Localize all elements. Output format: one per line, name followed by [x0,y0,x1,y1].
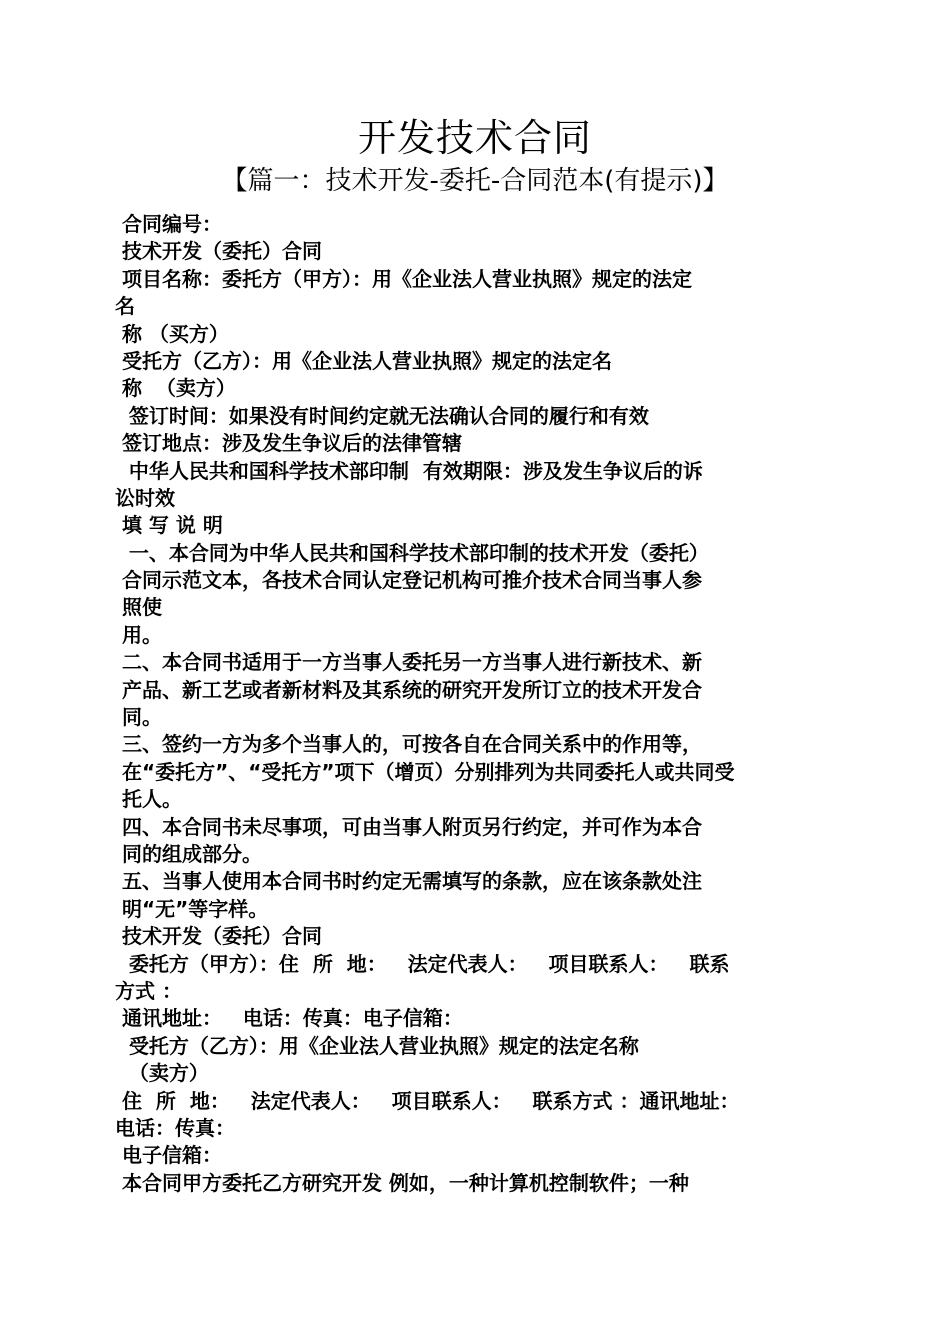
text-line: 本合同甲方委托乙方研究开发 例如，一种计算机控制软件；一种 [115,1170,689,1195]
text-line: 三、签约一方为多个当事人的，可按各自在合同关系中的作用等， [115,732,702,757]
text-line: 技术开发（委托）合同 [115,924,322,949]
document-subtitle: 【篇一：技术开发-委托-合同范本(有提示)】 [221,166,729,196]
text-line: 受托方（乙方）：用《企业法人营业执照》规定的法定名称 [115,1033,639,1058]
text-line: 二、本合同书适用于一方当事人委托另一方当事人进行新技术、新 [115,650,702,675]
text-line: 托人。 [115,787,182,812]
text-line: 签订地点：涉及发生争议后的法律管辖 [115,431,462,456]
text-line: 签订时间：如果没有时间约定就无法确认合同的履行和有效 [115,403,649,428]
text-line: 受托方（乙方）：用《企业法人营业执照》规定的法定名 [115,348,612,373]
text-line: 同的组成部分。 [115,841,262,866]
text-line: 住 所 地： 法定代表人： 项目联系人： 联系方式 ：通讯地址： [115,1088,740,1113]
text-line: 用。 [115,622,162,647]
text-line: 电话：传真： [115,1115,235,1140]
text-line: 称 （卖方） [115,376,236,401]
text-line: 名 [115,294,135,319]
text-line: 四、本合同书未尽事项，可由当事人附页另行约定，并可作为本合 [115,814,702,839]
text-line: 明“无”等字样。 [115,896,269,921]
text-line: 一、本合同为中华人民共和国科学技术部印制的技术开发（委托） [115,540,709,565]
text-line: 技术开发（委托）合同 [115,239,322,264]
text-line: 照使 [115,595,162,620]
text-line: 讼时效 [115,485,175,510]
text-line: 在“委托方”、“受托方”项下（增页）分别排列为共同委托人或共同受 [115,759,735,784]
text-line: 填 写 说 明 [115,513,223,538]
text-line: 中华人民共和国科学技术部印制 有效期限：涉及发生争议后的诉 [115,458,703,483]
text-line: 称 （买方） [115,321,229,346]
text-line: 合同编号： [115,212,222,236]
text-line: 项目名称：委托方（甲方）：用《企业法人营业执照》规定的法定 [115,266,692,291]
text-line: 五、当事人使用本合同书时约定无需填写的条款，应在该条款处注 [115,869,702,894]
document-title: 开发技术合同 [357,116,592,160]
text-line: 同。 [115,705,162,730]
text-line: （卖方） [115,1061,209,1086]
document-body [115,211,830,1197]
text-line: 方式 ： [115,978,182,1003]
text-line: 合同示范文本，各技术合同认定登记机构可推介技术合同当事人参 [115,568,702,593]
text-line: 委托方（甲方）：住 所 地： 法定代表人： 项目联系人： 联系 [115,951,730,976]
text-line: 通讯地址： 电话：传真：电子信箱： [115,1006,463,1031]
text-line: 产品、新工艺或者新材料及其系统的研究开发所订立的技术开发合 [115,677,702,702]
text-line: 电子信箱： [115,1143,222,1168]
